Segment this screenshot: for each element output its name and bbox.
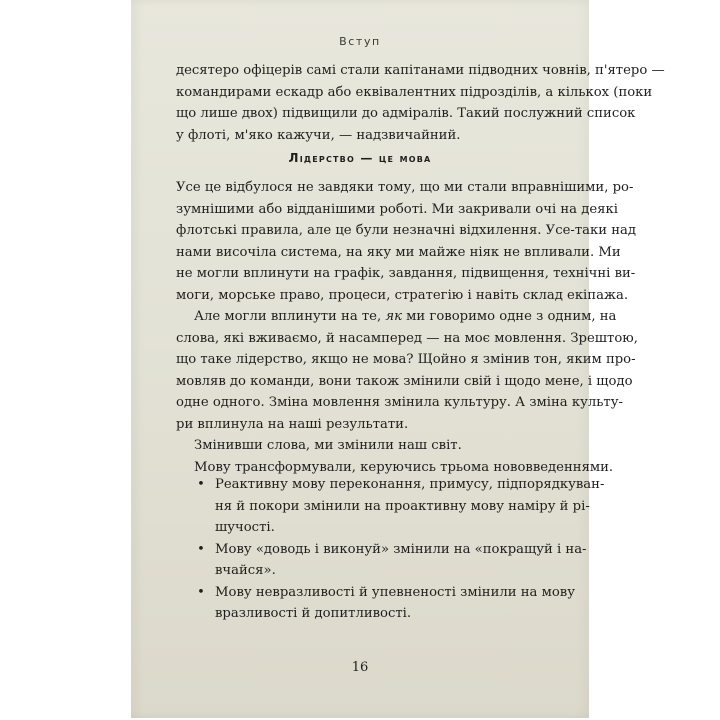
text-line: Реактивну мову переконання, примусу, підпорядкуван- [215, 477, 605, 492]
text-line: що лише двох) підвищили до адміралів. Такий послужний список [176, 106, 636, 121]
text-line: зумнішими або відданішими роботі. Ми закривали очі на деякі [176, 201, 618, 217]
bullet-icon: • [197, 584, 205, 600]
text-line: мовляв до команди, вони також змінили свій і щодо мене, і щодо [176, 373, 633, 389]
text-line: одне одного. Зміна мовлення змінила культуру. А зміна культу- [176, 395, 623, 410]
section-heading: Лідерство — це мова [288, 151, 432, 165]
text-line: що таке лідерство, якщо не мова? Щойно я змінив тон, яким про- [176, 352, 636, 367]
book-page [131, 0, 665, 718]
text-line: вчайся». [215, 563, 276, 578]
text-line: Мову «доводь і виконуй» змінили на «покращуй і на- [215, 541, 587, 557]
paragraph-4: Мову трансформували, керуючись трьома нововведеннями. [194, 459, 614, 475]
text-line: командирами ескадр або еквівалентних підрозділів, а кількох (поки [176, 84, 653, 100]
text-run: Але могли вплинути на те, [194, 309, 386, 324]
running-head: Вступ [339, 35, 381, 48]
bullet-icon: • [197, 477, 205, 492]
text-line: слова, які вживаємо, й насамперед — на моє мовлення. Зрештою, [176, 330, 638, 346]
text-line: шучості. [215, 520, 275, 535]
text-line: ня й покори змінили на проактивну мову наміру й рі- [215, 498, 590, 514]
text-line: Усе це відбулося не завдяки тому, що ми стали вправнішими, ро- [176, 180, 634, 195]
text-line [194, 307, 617, 327]
emphasis: як [385, 309, 402, 324]
text-line: Мову невразливості й упевненості змінили на мову [215, 584, 575, 600]
text-line: десятеро офіцерів самі стали капітанами підводних човнів, п'ятеро — [176, 63, 665, 78]
text-line: флотські правила, але це були незначні відхилення. Усе-таки над [176, 223, 636, 238]
bullet-icon: • [197, 541, 205, 557]
text-line: ри вплинула на наші результати. [176, 416, 409, 432]
page-number: 16 [351, 660, 369, 675]
text-line: вразливості й допитливості. [215, 606, 412, 621]
paragraph-3: Змінивши слова, ми змінили наш світ. [194, 438, 462, 453]
text-line: у флоті, м'яко кажучи, — надзвичайний. [176, 127, 461, 143]
text-line: не могли вплинути на графік, завдання, підвищення, технічні ви- [176, 266, 636, 281]
text-line: моги, морське право, процеси, стратегію і навіть склад екіпажа. [176, 287, 629, 303]
text-run: ми говоримо одне з одним, на [401, 309, 617, 324]
text-line: нами височіла система, на яку ми майже ніяк не впливали. Ми [176, 244, 621, 260]
